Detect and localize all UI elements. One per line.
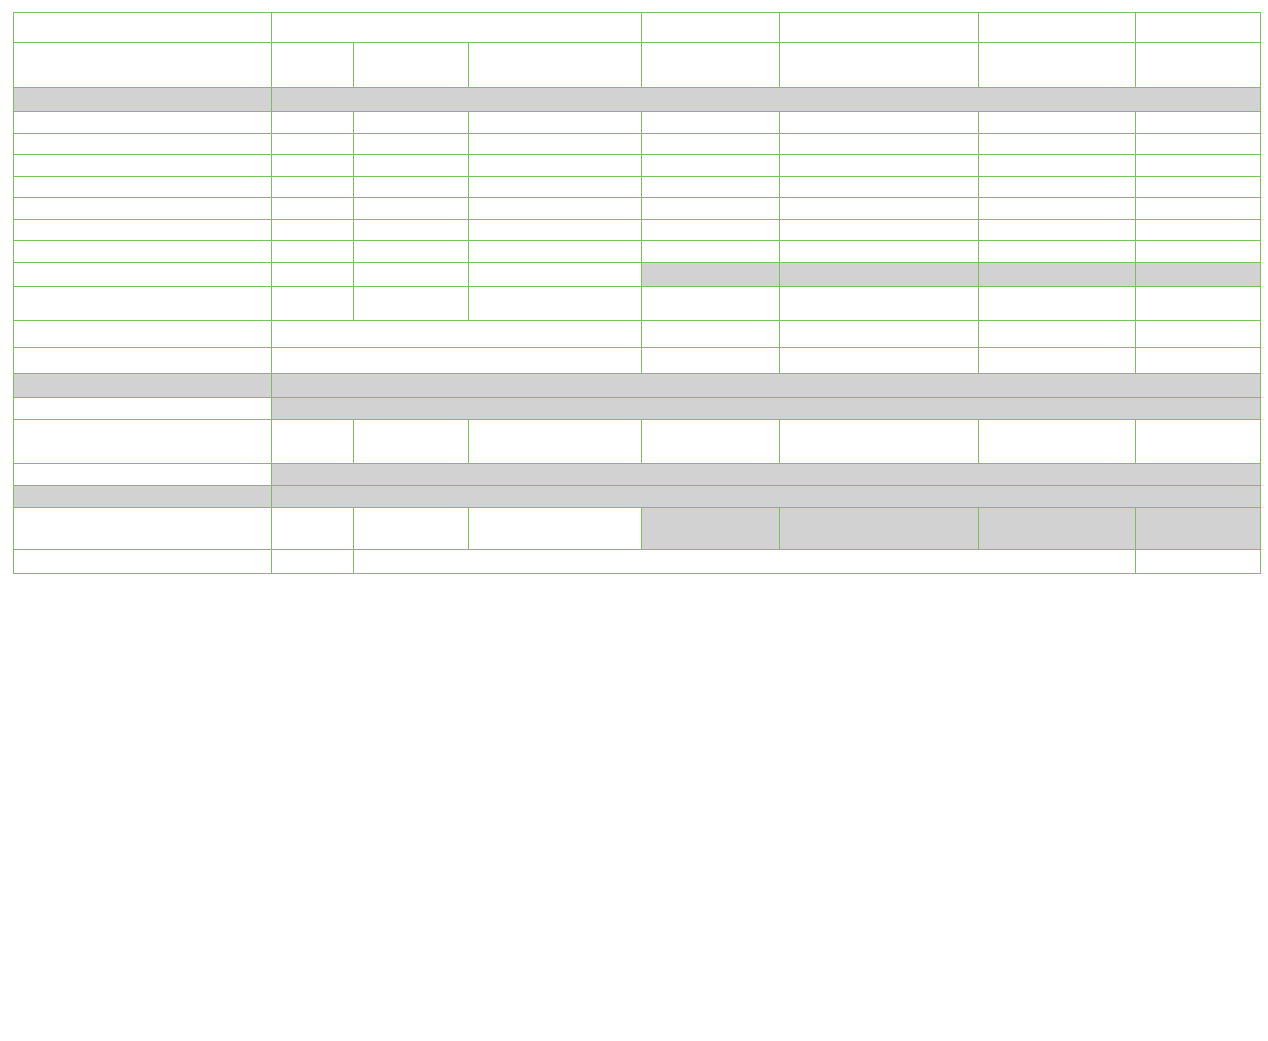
astm-method <box>272 507 354 549</box>
dl-requirement <box>979 286 1136 320</box>
astm-method <box>272 219 354 241</box>
dl-requirement <box>979 155 1136 177</box>
section-title-physical <box>14 88 272 112</box>
iec-requirement <box>780 347 979 373</box>
section-row <box>14 373 1261 397</box>
dl-requirement <box>979 347 1136 373</box>
property-label <box>14 198 272 220</box>
methods-group-header <box>272 13 642 43</box>
iec-standard-header <box>780 13 979 43</box>
dl-method <box>469 219 642 241</box>
property-label <box>14 219 272 241</box>
table-row <box>14 507 1261 549</box>
astm-requirement <box>642 155 780 177</box>
table-row <box>14 347 1261 373</box>
iso-method <box>354 155 469 177</box>
iec-requirement <box>780 320 979 347</box>
typical-value <box>1136 347 1261 373</box>
astm-method <box>272 241 354 263</box>
astm-requirement <box>642 286 780 320</box>
table-row <box>14 549 1261 573</box>
property-label <box>14 397 272 419</box>
dl-method <box>469 133 642 155</box>
property-label <box>14 133 272 155</box>
dl-requirement <box>979 320 1136 347</box>
method-merged <box>272 347 642 373</box>
table-row <box>14 219 1261 241</box>
dl-requirement <box>979 176 1136 198</box>
property-label <box>14 262 272 286</box>
section-band <box>272 373 1261 397</box>
dl-requirement <box>979 219 1136 241</box>
shaded-cell <box>1136 262 1261 286</box>
astm-method <box>272 198 354 220</box>
iso-method <box>354 112 469 134</box>
section-title-chemical <box>14 485 272 507</box>
table-row <box>14 463 1261 485</box>
shaded-cell <box>979 507 1136 549</box>
astm-method <box>272 176 354 198</box>
dl-method <box>469 176 642 198</box>
table-row <box>14 241 1261 263</box>
table-row <box>14 286 1261 320</box>
astm-requirement-header <box>642 43 780 88</box>
iso-method <box>354 262 469 286</box>
iso-method <box>354 507 469 549</box>
table-row <box>14 155 1261 177</box>
astm-requirement <box>642 347 780 373</box>
property-label <box>14 286 272 320</box>
astm-method <box>272 419 354 463</box>
dl-method <box>469 286 642 320</box>
astm-requirement <box>642 112 780 134</box>
astm-requirement <box>642 176 780 198</box>
shaded-cell <box>272 397 1261 419</box>
table-row <box>14 320 1261 347</box>
property-label <box>14 112 272 134</box>
iec-requirement <box>780 176 979 198</box>
dl-method <box>469 155 642 177</box>
shaded-cell <box>780 507 979 549</box>
astm-method <box>272 133 354 155</box>
header-row-columns <box>14 43 1261 88</box>
iso-method <box>354 286 469 320</box>
typical-value <box>1136 419 1261 463</box>
astm-requirement <box>642 320 780 347</box>
dl-method <box>469 507 642 549</box>
astm-requirement <box>642 219 780 241</box>
fluid-properties-table <box>13 12 1261 574</box>
fr3-header <box>1136 13 1261 43</box>
dl-method <box>469 112 642 134</box>
property-label <box>14 507 272 549</box>
typical-value <box>1136 176 1261 198</box>
iec-requirement <box>780 286 979 320</box>
shaded-cell <box>780 262 979 286</box>
iec-requirement <box>780 198 979 220</box>
iso-method <box>354 241 469 263</box>
table-row <box>14 397 1261 419</box>
iso-method <box>354 176 469 198</box>
section-row <box>14 485 1261 507</box>
typical-value <box>1136 320 1261 347</box>
astm-method <box>272 262 354 286</box>
table-row <box>14 112 1261 134</box>
typical-value <box>1136 155 1261 177</box>
astm-column-header <box>272 43 354 88</box>
shaded-cell <box>979 262 1136 286</box>
dl-method <box>469 198 642 220</box>
typical-value <box>1136 549 1261 573</box>
dl-requirement <box>979 112 1136 134</box>
iso-method <box>354 419 469 463</box>
property-label <box>14 176 272 198</box>
property-label <box>14 241 272 263</box>
shaded-cell <box>642 507 780 549</box>
table-row <box>14 176 1261 198</box>
iec-requirement <box>780 155 979 177</box>
dl-method <box>469 241 642 263</box>
typical-value <box>1136 133 1261 155</box>
iso-method <box>354 219 469 241</box>
typical-value <box>1136 286 1261 320</box>
dl-requirement <box>979 198 1136 220</box>
typical-value-header <box>1136 43 1261 88</box>
property-label <box>14 155 272 177</box>
typical-value <box>1136 241 1261 263</box>
table-row <box>14 419 1261 463</box>
dl-column-header <box>469 43 642 88</box>
astm-standard-header <box>642 13 780 43</box>
astm-method <box>272 286 354 320</box>
dl-requirement-header <box>979 43 1136 88</box>
property-label <box>14 320 272 347</box>
iec-requirement <box>780 112 979 134</box>
iec-requirement <box>780 133 979 155</box>
dl-method <box>469 419 642 463</box>
property-label <box>14 347 272 373</box>
table-row <box>14 198 1261 220</box>
section-row <box>14 88 1261 112</box>
astm-method <box>272 155 354 177</box>
iso-method <box>354 133 469 155</box>
dl-requirement <box>979 419 1136 463</box>
dl-requirement <box>979 133 1136 155</box>
dl-method <box>469 262 642 286</box>
astm-method <box>272 549 354 573</box>
astm-method <box>272 112 354 134</box>
typical-value <box>1136 198 1261 220</box>
shaded-cell <box>1136 507 1261 549</box>
shaded-cell <box>642 262 780 286</box>
method-merged <box>272 320 642 347</box>
table-row <box>14 133 1261 155</box>
iec-requirement <box>780 219 979 241</box>
astm-requirement <box>642 241 780 263</box>
iso-method <box>354 198 469 220</box>
table-row <box>14 262 1261 286</box>
dl-requirement <box>979 241 1136 263</box>
typical-value <box>1136 219 1261 241</box>
header-row-standards <box>14 13 1261 43</box>
astm-requirement <box>642 419 780 463</box>
section-band <box>272 485 1261 507</box>
astm-requirement <box>642 198 780 220</box>
iso-column-header <box>354 43 469 88</box>
section-title-electrical <box>14 373 272 397</box>
property-label <box>14 419 272 463</box>
iec-requirement <box>780 419 979 463</box>
iec-requirement <box>780 241 979 263</box>
typical-value <box>1136 112 1261 134</box>
shaded-cell <box>272 463 1261 485</box>
property-column-header <box>14 43 272 88</box>
header-blank <box>14 13 272 43</box>
astm-requirement <box>642 133 780 155</box>
shaded-cell <box>354 549 1136 573</box>
property-label <box>14 463 272 485</box>
iec-requirement-header <box>780 43 979 88</box>
section-band <box>272 88 1261 112</box>
dl-standard-header <box>979 13 1136 43</box>
property-label <box>14 549 272 573</box>
